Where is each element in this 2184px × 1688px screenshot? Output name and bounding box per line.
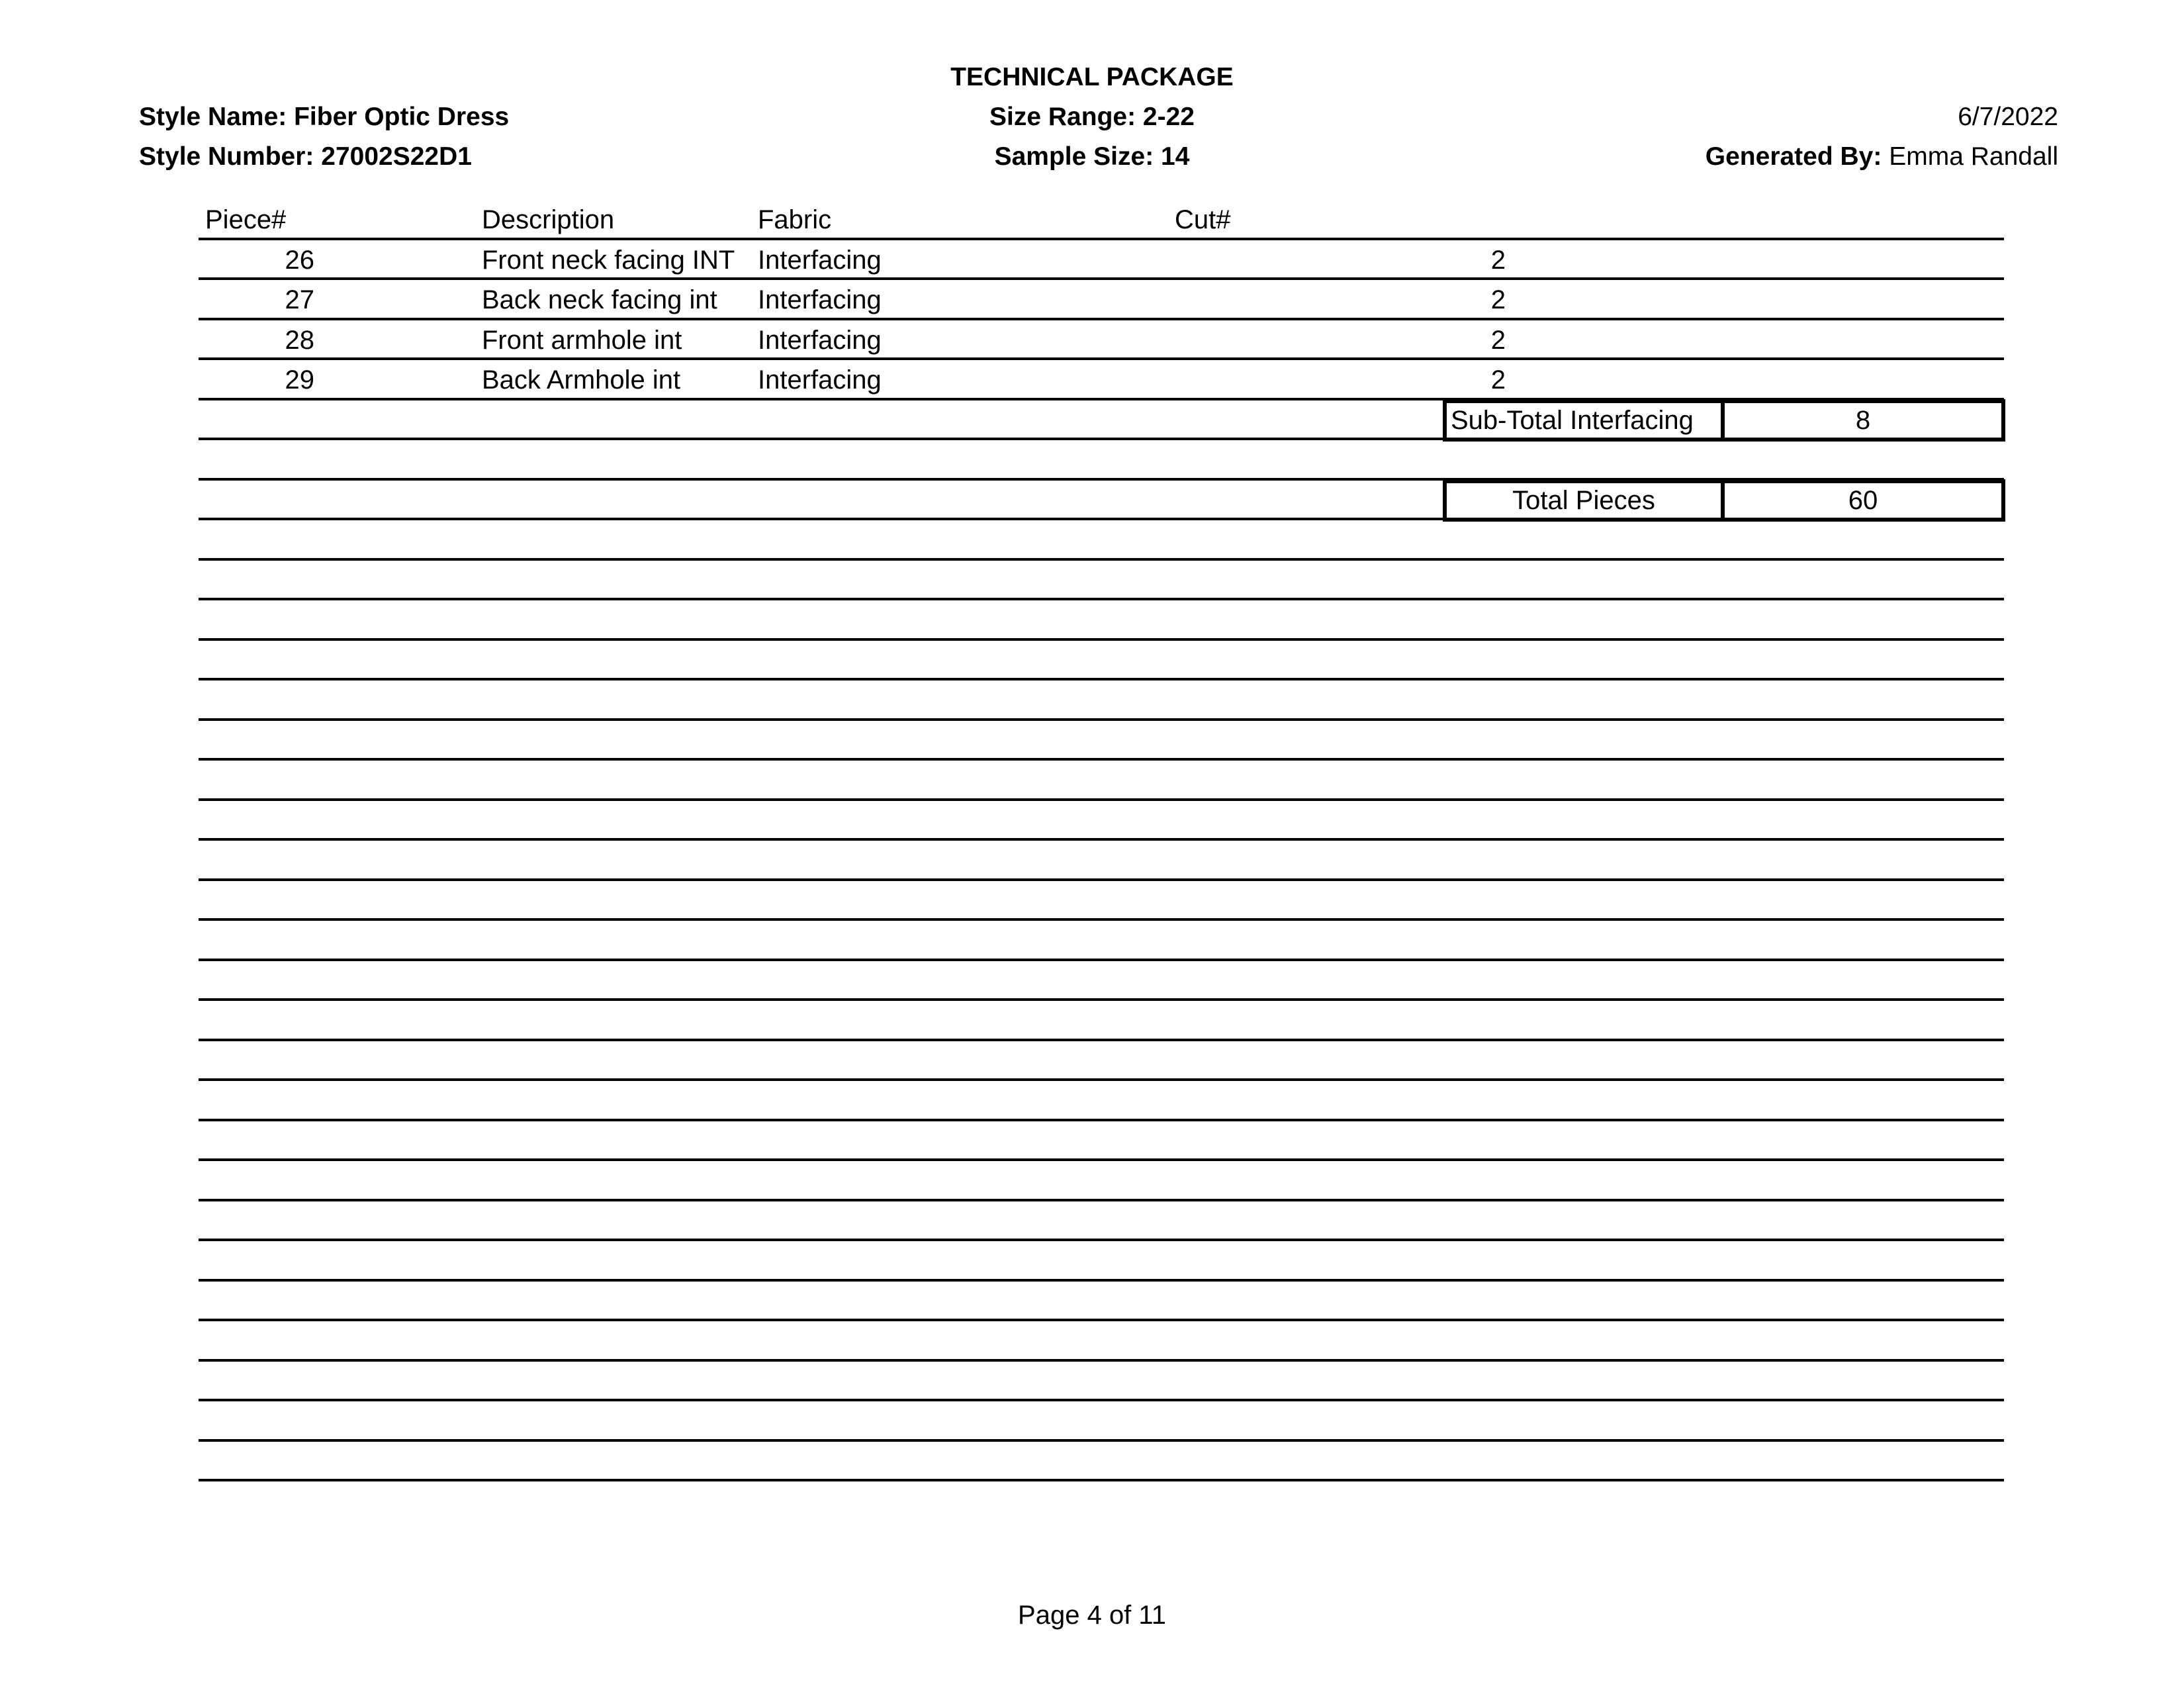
piece-description: Back Armhole int [482,365,681,395]
piece-fabric: Interfacing [758,365,882,395]
empty-row [199,1241,2004,1282]
piece-description: Front neck facing INT [482,245,735,275]
subtotal-label: Sub-Total Interfacing [1447,403,1725,438]
size-range: Size Range: 2-22 [989,103,1195,131]
style-name-value: Fiber Optic Dress [294,103,510,131]
generated-by-label: Generated By: [1705,142,1882,171]
empty-row [199,1041,2004,1082]
total-value: 60 [1848,485,1878,515]
subtotal-box [1443,399,2005,442]
table-row [199,240,2004,281]
table-row [199,360,2004,400]
empty-row [199,680,2004,721]
style-number-value: 27002S22D1 [321,142,472,171]
generated-by-value: Emma Randall [1889,142,2058,171]
column-header-fabric: Fabric [758,205,832,234]
page-number: Page 4 of 11 [1018,1601,1166,1630]
empty-row [199,1161,2004,1201]
document-date: 6/7/2022 [1958,103,2058,131]
empty-row [199,520,2004,561]
pieces-table [199,200,2004,1481]
piece-number: 27 [285,285,314,314]
generated-by [1706,141,2058,173]
piece-cut: 2 [1490,365,1506,395]
piece-fabric: Interfacing [758,285,882,314]
empty-row [199,1442,2004,1482]
document-title: TECHNICAL PACKAGE [950,63,1234,91]
piece-number: 28 [285,325,314,355]
piece-number: 29 [285,365,314,395]
piece-description: Front armhole int [482,325,682,355]
empty-row [199,1401,2004,1442]
style-name [139,101,509,133]
style-number-label: Style Number: [139,142,314,171]
piece-cut: 2 [1490,325,1506,355]
total-box [1443,479,2005,522]
piece-description: Back neck facing int [482,285,717,314]
empty-row [199,600,2004,641]
subtotal-value: 8 [1855,405,1871,435]
empty-row [199,961,2004,1002]
empty-row [199,921,2004,961]
total-label: Total Pieces [1447,483,1725,518]
empty-row [199,561,2004,601]
table-header-row [199,200,2004,240]
empty-row [199,721,2004,761]
table-row [199,320,2004,361]
empty-row [199,1081,2004,1121]
piece-cut: 2 [1490,285,1506,314]
empty-row [199,440,2004,481]
empty-row [199,801,2004,841]
empty-row [199,1362,2004,1402]
piece-fabric: Interfacing [758,245,882,275]
empty-row [199,1321,2004,1362]
empty-row [199,641,2004,681]
table-row [199,280,2004,320]
empty-row [199,841,2004,881]
style-name-label: Style Name: [139,103,287,131]
column-header-cut: Cut# [1175,205,1231,234]
piece-cut: 2 [1490,245,1506,275]
empty-row [199,1121,2004,1162]
piece-number: 26 [285,245,314,275]
total-row [199,481,2004,521]
empty-row [199,1201,2004,1242]
piece-fabric: Interfacing [758,325,882,355]
column-header-piece: Piece# [205,205,287,234]
empty-row [199,881,2004,921]
empty-row [199,1282,2004,1322]
style-number [139,141,472,173]
sample-size: Sample Size: 14 [994,142,1190,171]
empty-row [199,761,2004,801]
subtotal-row [199,400,2004,441]
empty-row [199,1001,2004,1041]
column-header-description: Description [482,205,615,234]
